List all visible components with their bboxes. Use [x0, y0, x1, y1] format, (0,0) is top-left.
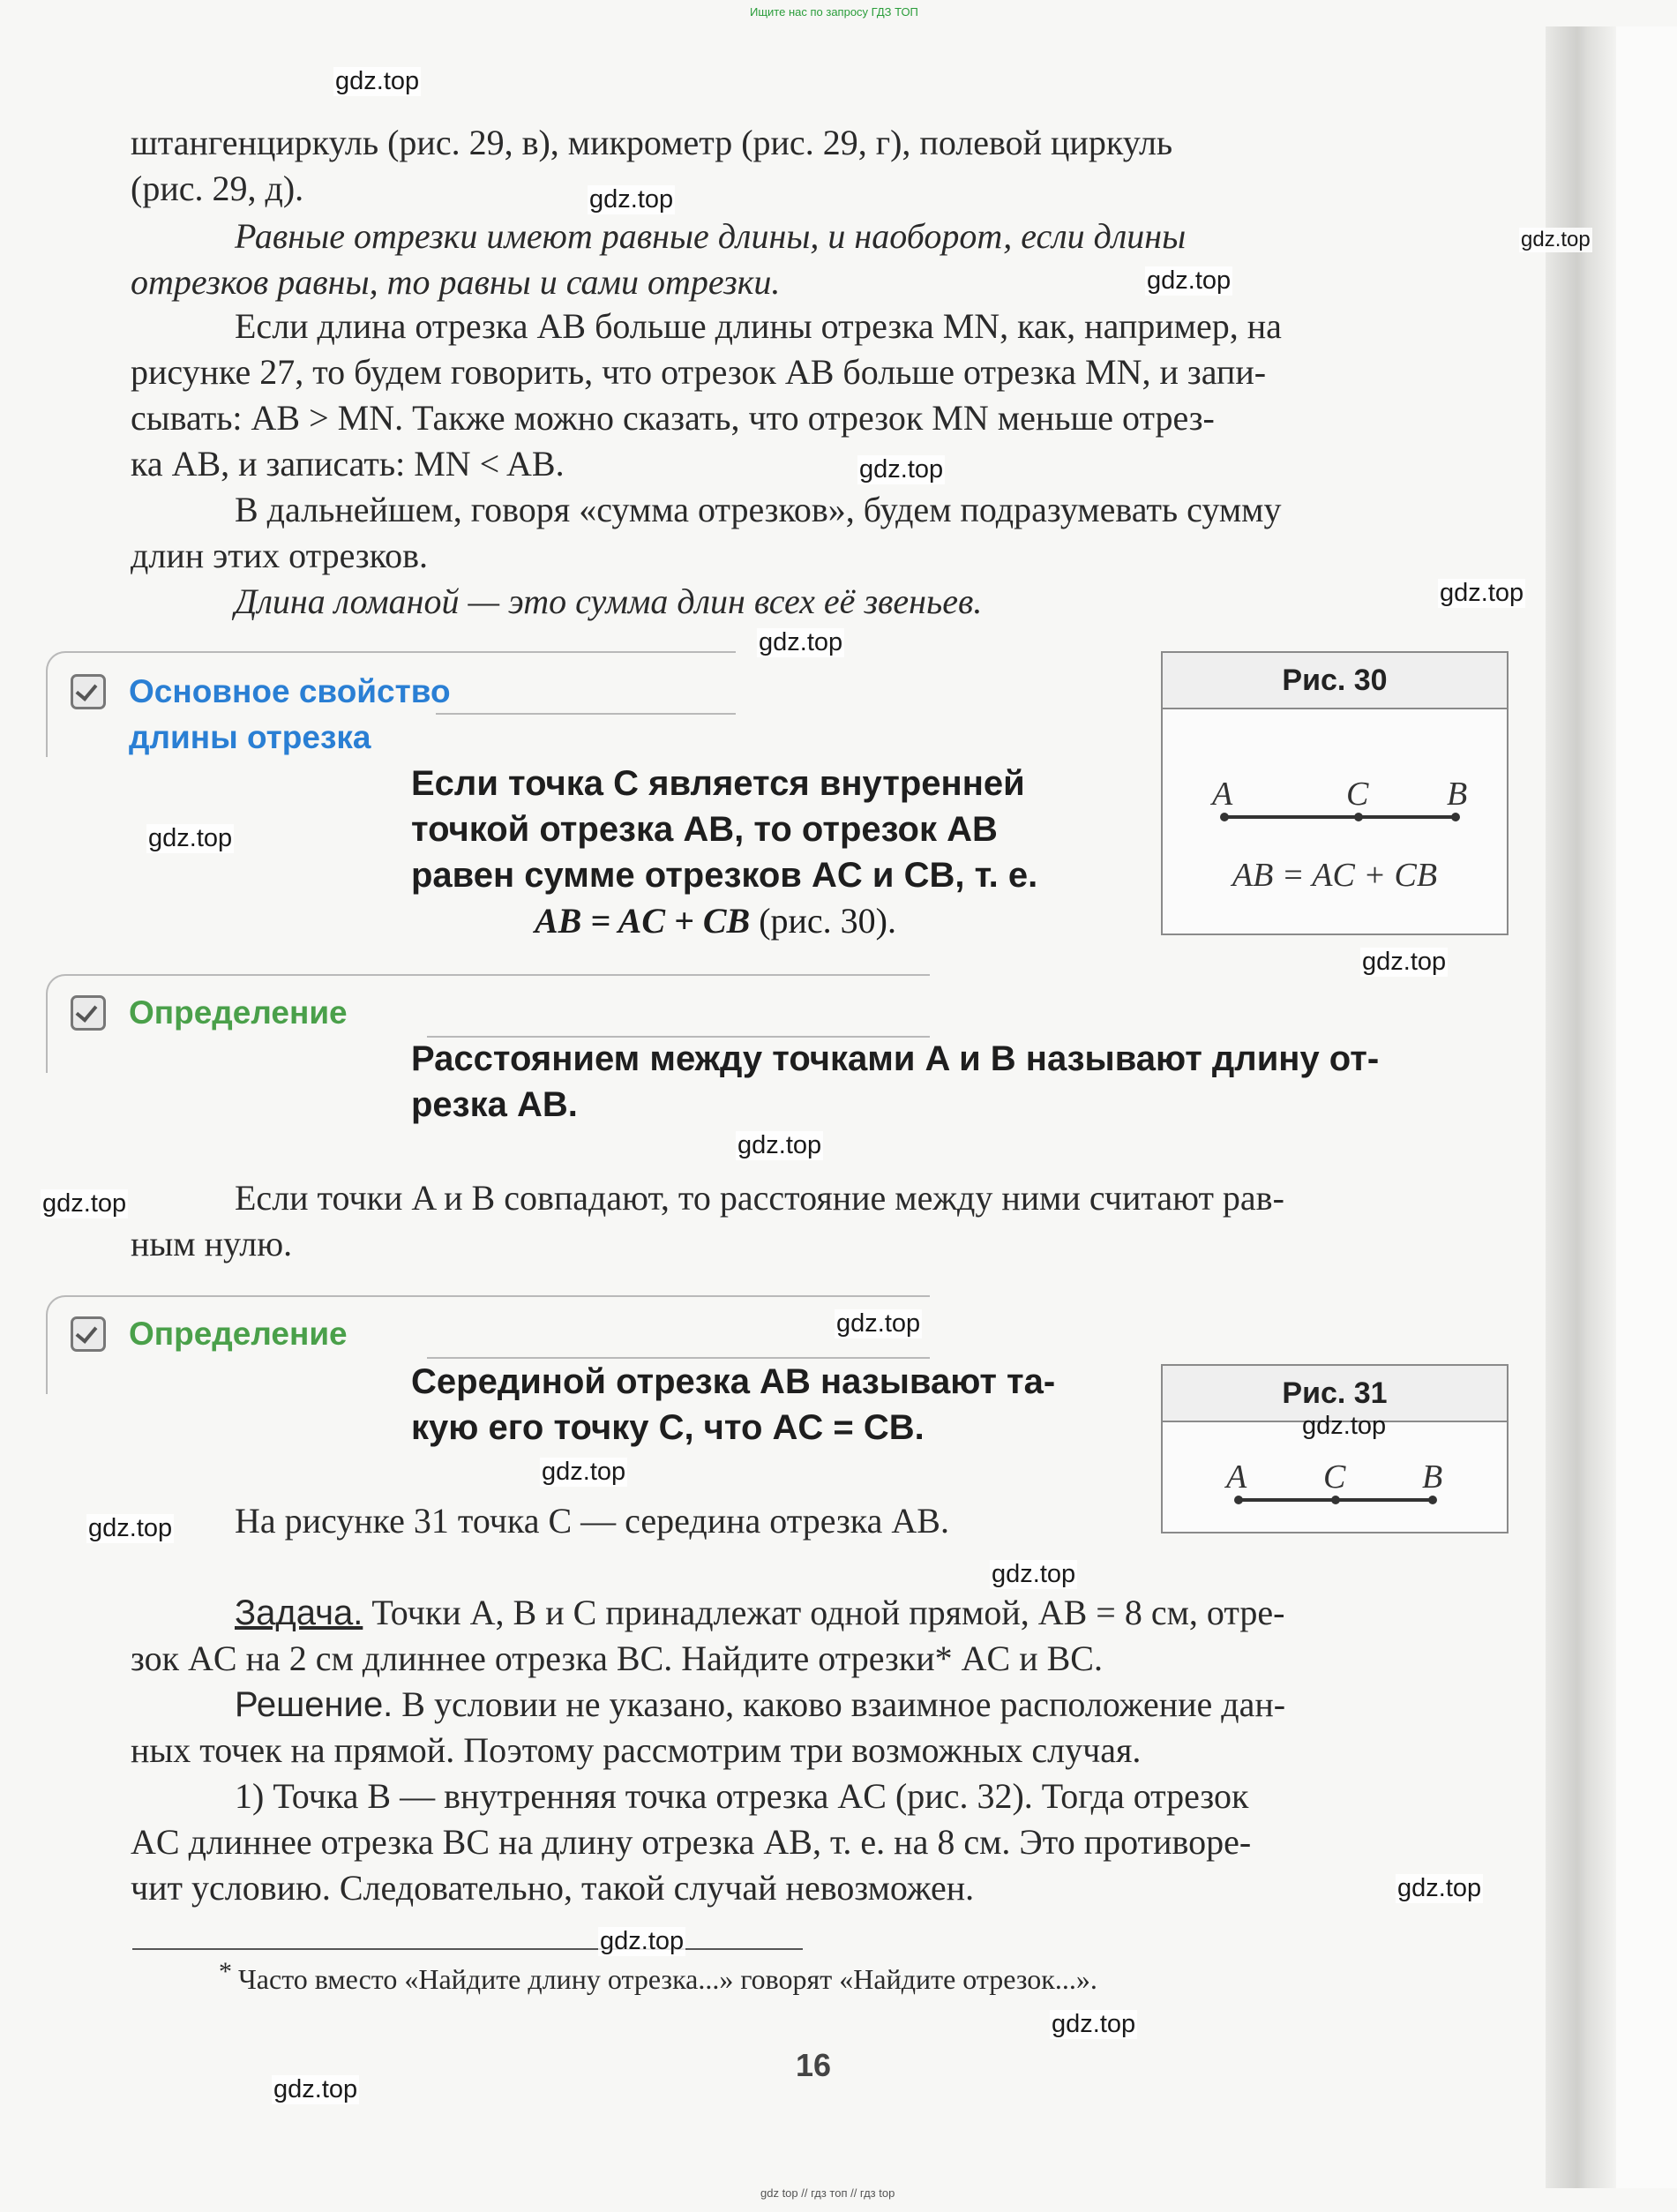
watermark: gdz.top	[335, 67, 420, 95]
solution-text: В условии не указано, каково взаимное расположение дан-	[393, 1684, 1286, 1724]
label-a: A	[1226, 1458, 1247, 1496]
definition-text	[411, 1359, 1134, 1451]
figure-title: Рис. 30	[1163, 653, 1507, 709]
definition-line: резка AB.	[411, 1085, 578, 1124]
label-a: A	[1212, 776, 1233, 813]
paragraph-line: длин этих отрезков.	[131, 536, 428, 575]
definition-line: Расстоянием между точками A и B называют длину от-	[411, 1039, 1380, 1078]
point-b	[1451, 813, 1460, 821]
footnote	[219, 1957, 1097, 1998]
heading-line: Основное свойство	[129, 673, 451, 709]
paragraph-line: штангенциркуль (рис. 29, в), микрометр (рис. 29, г), полевой циркуль	[131, 123, 1173, 162]
paragraph-line: чит условию. Следовательно, такой случай невозможен.	[131, 1868, 975, 1908]
property-line: Если точка C является внутренней	[411, 764, 1025, 803]
check-icon	[71, 1316, 106, 1352]
watermark: gdz.top	[1440, 579, 1524, 607]
figure-31	[1161, 1364, 1509, 1533]
watermark: gdz.top	[600, 1927, 685, 1955]
footnote-mark: *	[219, 1957, 232, 1986]
label-b: B	[1447, 776, 1468, 813]
watermark: gdz.top	[859, 455, 944, 484]
definition-heading: Определение	[129, 1316, 348, 1352]
paragraph-instruments	[131, 120, 1509, 212]
watermark: gdz.top	[992, 1560, 1076, 1588]
solution-label: Решение.	[235, 1685, 393, 1724]
watermark: gdz.top	[1521, 228, 1591, 251]
paragraph-line: В дальнейшем, говоря «сумма отрезков», будем подразумевать сумму	[235, 490, 1282, 529]
solution-paragraph	[131, 1682, 1509, 1773]
footnote-rule	[132, 1948, 803, 1950]
watermark: gdz.top	[589, 185, 674, 214]
case1-paragraph	[131, 1773, 1509, 1911]
property-line: равен сумме отрезков AC и CB, т. е.	[411, 856, 1038, 895]
paragraph-coincide	[131, 1175, 1509, 1267]
property-line	[411, 898, 1134, 944]
watermark: gdz.top	[273, 2075, 358, 2103]
definition-heading: Определение	[129, 994, 348, 1031]
property-heading	[129, 669, 451, 761]
paragraph-line	[131, 1682, 1509, 1728]
paragraph-line: сывать: AB > MN. Также можно сказать, что отрезок MN меньше отрез-	[131, 398, 1215, 438]
heading-line: длины отрезка	[129, 719, 371, 755]
watermark: gdz.top	[1052, 2010, 1136, 2038]
paragraph-line: Равные отрезки имеют равные длины, и наоборот, если длины	[235, 216, 1187, 256]
label-c: C	[1323, 1458, 1346, 1496]
footer-note: gdz top // гдз топ // гдз top	[760, 2186, 895, 2200]
definition-line: Серединой отрезка AB называют та-	[411, 1362, 1056, 1401]
page-number: 16	[796, 2047, 832, 2083]
figure-title: Рис. 31	[1163, 1366, 1507, 1422]
property-formula: AB = AC + CB	[535, 901, 751, 941]
point-a	[1220, 813, 1229, 821]
paragraph-polyline: Длина ломаной — это сумма длин всех её звеньев.	[235, 581, 983, 621]
task-text: Точки A, B и C принадлежат одной прямой, AB = 8 см, отре-	[363, 1593, 1285, 1632]
paragraph-line: рисунке 27, то будем говорить, что отрезок AB больше отрезка MN, и запи-	[131, 352, 1267, 392]
watermark: gdz.top	[1362, 948, 1447, 976]
paragraph-comparison	[131, 304, 1509, 487]
watermark: gdz.top	[1397, 1874, 1482, 1902]
point-b	[1428, 1496, 1437, 1504]
definition-line: кую его точку C, что AC = CB.	[411, 1408, 925, 1447]
definition-text	[411, 1036, 1509, 1128]
task-label: Задача.	[235, 1593, 363, 1632]
paragraph-line: ка AB, и записать: MN < AB.	[131, 444, 565, 484]
watermark: gdz.top	[542, 1458, 626, 1486]
paragraph-line: отрезков равны, то равны и сами отрезки.	[131, 262, 781, 302]
watermark: gdz.top	[1302, 1412, 1387, 1440]
paragraph-line: AC длиннее отрезка BC на длину отрезка AB, т. е. на 8 см. Это противоре-	[131, 1822, 1252, 1862]
header-note: Ищите нас по запросу ГДЗ ТОП	[750, 5, 918, 19]
watermark: gdz.top	[148, 824, 233, 852]
point-c	[1354, 813, 1363, 821]
watermark: gdz.top	[1147, 266, 1232, 295]
paragraph-line	[131, 1590, 1509, 1636]
label-c: C	[1346, 776, 1369, 813]
label-b: B	[1422, 1458, 1443, 1496]
watermark: gdz.top	[42, 1189, 127, 1218]
watermark: gdz.top	[836, 1309, 921, 1338]
watermark: gdz.top	[88, 1514, 173, 1542]
paragraph-line: 1) Точка B — внутренняя точка отрезка AC (рис. 32). Тогда отрезок	[235, 1776, 1249, 1816]
figure-reference: (рис. 30).	[750, 901, 896, 941]
watermark: gdz.top	[737, 1131, 822, 1159]
paragraph-line: ным нулю.	[131, 1224, 293, 1263]
figure-30-drawing	[1163, 709, 1507, 934]
paragraph-line: ных точек на прямой. Поэтому рассмотрим три возможных случая.	[131, 1730, 1142, 1770]
paragraph-sum	[131, 487, 1509, 579]
footnote-text: Часто вместо «Найдите длину отрезка...» говорят «Найдите отрезок...».	[238, 1963, 1097, 1995]
page-edge	[1616, 26, 1677, 2188]
point-c	[1331, 1496, 1340, 1504]
paragraph-line: Если длина отрезка AB больше длины отрезка MN, как, например, на	[235, 306, 1282, 346]
figure-30	[1161, 651, 1509, 935]
check-icon	[71, 995, 106, 1031]
paragraph-line: Если точки A и B совпадают, то расстояние между ними считают рав-	[235, 1178, 1284, 1218]
task-paragraph	[131, 1590, 1509, 1682]
property-text	[411, 761, 1134, 944]
property-line: точкой отрезка AB, то отрезок AB	[411, 810, 998, 849]
paragraph-equal-segments	[131, 214, 1509, 305]
book-spine-shadow	[1546, 26, 1616, 2188]
watermark: gdz.top	[759, 628, 843, 656]
paragraph-line: зок AC на 2 см длиннее отрезка BC. Найдите отрезки* AC и BC.	[131, 1638, 1103, 1678]
paragraph-midpoint: На рисунке 31 точка C — середина отрезка AB.	[235, 1501, 949, 1541]
paragraph-line: (рис. 29, д).	[131, 169, 304, 208]
figure-caption: AB = AC + CB	[1232, 857, 1438, 894]
check-icon	[71, 674, 106, 709]
point-a	[1234, 1496, 1243, 1504]
